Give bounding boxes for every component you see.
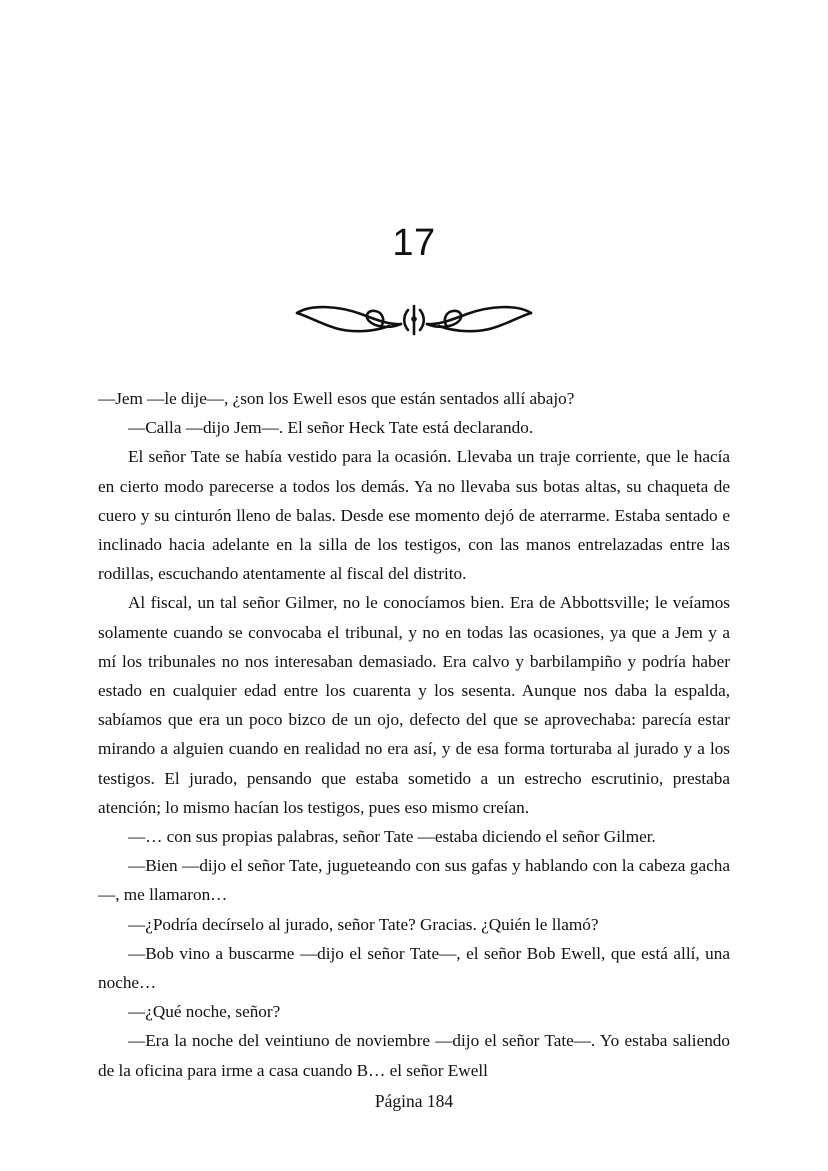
paragraph: —… con sus propias palabras, señor Tate —estaba diciendo el señor Gilmer.: [128, 827, 656, 847]
paragraph: —Bob vino a buscarme —dijo el señor Tate—, el señor Bob Ewell, que está allí, una noche…: [98, 943, 730, 993]
paragraph: —¿Podría decírselo al jurado, señor Tate? Gracias. ¿Quién le llamó?: [128, 914, 599, 934]
paragraph: El señor Tate se había vestido para la ocasión. Llevaba un traje corriente, que le hacía en cierto modo parecerse a todos los demás. Ya no llevaba sus botas altas, su chaqueta de cuero y su cinturón lleno de balas. Desde ese momento dejó de aterrarme. Estaba sentado e inclinado hacia adelante en la silla de los testigos, con las manos entrelazadas entre las rodillas, escuchando atentamente al fiscal del distrito.: [98, 447, 730, 584]
paragraph: —Era la noche del veintiuno de noviembre —dijo el señor Tate—. Yo estaba saliendo de la oficina para irme a casa cuando B… el señor Ewell: [98, 1031, 730, 1080]
paragraph: Al fiscal, un tal señor Gilmer, no le conocíamos bien. Era de Abbottsville; le veíamos solamente cuando se convocaba el tribunal, y no en todas las ocasiones, ya que a Jem y a mí los tribunales no nos interesaban demasiado. Era calvo y barbilampiño y podría haber estado en cualquier edad entre los cuarenta y los sesenta. Aunque nos daba la espalda, sabíamos que era un poco bizco de un ojo, defecto del que se aprovechaba: parecía estar mirando a alguien cuando en realidad no era así, y de esa forma torturaba al jurado y a los testigos. El jurado, pensando que estaba sometido a un estrecho escrutinio, prestaba atención; lo mismo hacían los testigos, pues eso mismo creían.: [98, 593, 730, 817]
paragraph: —Jem —le dije—, ¿son los Ewell esos que están sentados allí abajo?: [98, 389, 575, 408]
chapter-number: 17: [392, 222, 436, 264]
chapter-body-text: [98, 384, 730, 1085]
decorative-flourish-divider-icon: [0, 296, 828, 342]
paragraph: —Bien —dijo el señor Tate, jugueteando con sus gafas y hablando con la cabeza gacha—, me llamaron…: [98, 856, 730, 905]
paragraph: —Calla —dijo Jem—. El señor Heck Tate está declarando.: [128, 418, 534, 438]
page-footer: Página 184: [374, 1091, 454, 1111]
paragraph: —¿Qué noche, señor?: [128, 1002, 281, 1022]
